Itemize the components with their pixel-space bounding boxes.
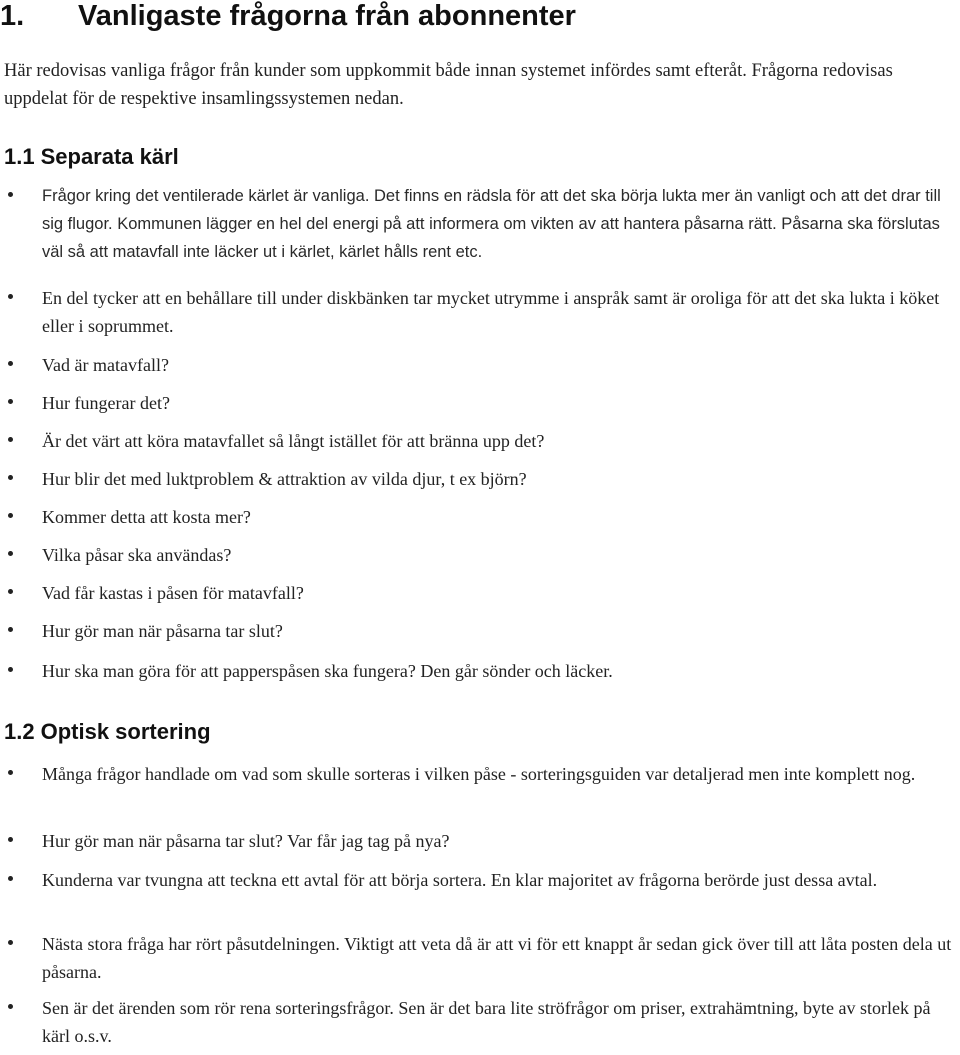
bullet-icon	[8, 876, 13, 881]
bullet-icon	[8, 399, 13, 404]
bullet-icon	[8, 475, 13, 480]
bullet-icon	[8, 837, 13, 842]
heading-number: 1.	[0, 0, 25, 32]
bullet-icon	[8, 1004, 13, 1009]
bullet-icon	[8, 770, 13, 775]
bullet-icon	[8, 192, 13, 197]
list-item-text: Vad är matavfall?	[42, 355, 169, 375]
section-title: Separata kärl	[40, 144, 179, 169]
list-item-text: En del tycker att en behållare till under diskbänken tar mycket utrymme i anspråk samt är oroliga för att det ska lukta i köket eller i soprummet.	[42, 288, 940, 336]
main-heading	[0, 0, 576, 34]
list-item-text: Vilka påsar ska användas?	[42, 545, 232, 565]
list-item-text: Hur fungerar det?	[42, 393, 170, 413]
section-number: 1.2	[4, 719, 35, 744]
list-item-text: Hur gör man när påsarna tar slut?	[42, 621, 283, 641]
bullet-icon	[8, 551, 13, 556]
bullet-icon	[8, 361, 13, 366]
bullet-icon	[8, 627, 13, 632]
list-item-text: Kunderna var tvungna att teckna ett avtal för att börja sortera. En klar majoritet av frågorna berörde just dessa avtal.	[42, 870, 878, 890]
list-item-text: Är det värt att köra matavfallet så långt istället för att bränna upp det?	[42, 431, 545, 451]
section-number: 1.1	[4, 144, 35, 169]
bullet-icon	[8, 589, 13, 594]
list-item-text: Vad får kastas i påsen för matavfall?	[42, 583, 304, 603]
section-heading-separata-karl	[4, 143, 179, 171]
list-item-text: Frågor kring det ventilerade kärlet är vanliga. Det finns en rädsla för att det ska börja lukta mer än vanligt och att det drar till sig flugor. Kommunen lägger en hel del energi på att informera om vikten av att hantera påsarna rätt. Påsarna ska förslutas väl så att matavfall inte läcker ut i kärlet, kärlet hålls rent etc.	[42, 187, 941, 261]
list-item-text: Nästa stora fråga har rört påsutdelningen. Viktigt att veta då är att vi för ett knappt år sedan gick över till att låta posten dela ut påsarna.	[42, 934, 952, 982]
section-heading-optisk-sortering	[4, 718, 211, 746]
section-title: Optisk sortering	[40, 719, 211, 744]
list-item-text: Kommer detta att kosta mer?	[42, 507, 251, 527]
bullet-icon	[8, 294, 13, 299]
bullet-icon	[8, 513, 13, 518]
list-item-text: Sen är det ärenden som rör rena sorteringsfrågor. Sen är det bara lite ströfrågor om priser, extrahämtning, byte av storlek på kärl o.s.v.	[42, 998, 931, 1046]
intro-paragraph: Här redovisas vanliga frågor från kunder som uppkommit både innan systemet infördes samt efteråt. Frågorna redovisas uppdelat för de respektive insamlingssystemen nedan.	[4, 61, 893, 109]
list-item-text: Många frågor handlade om vad som skulle sorteras i vilken påse - sorteringsguiden var detaljerad men inte komplett nog.	[42, 764, 916, 784]
bullet-icon	[8, 940, 13, 945]
list-item-text: Hur gör man när påsarna tar slut? Var får jag tag på nya?	[42, 831, 450, 851]
bullet-icon	[8, 667, 13, 672]
list-item-text: Hur blir det med luktproblem & attraktion av vilda djur, t ex björn?	[42, 469, 527, 489]
list-item-text: Hur ska man göra för att papperspåsen ska fungera? Den går sönder och läcker.	[42, 661, 613, 681]
heading-title: Vanligaste frågorna från abonnenter	[78, 0, 576, 32]
bullet-icon	[8, 437, 13, 442]
